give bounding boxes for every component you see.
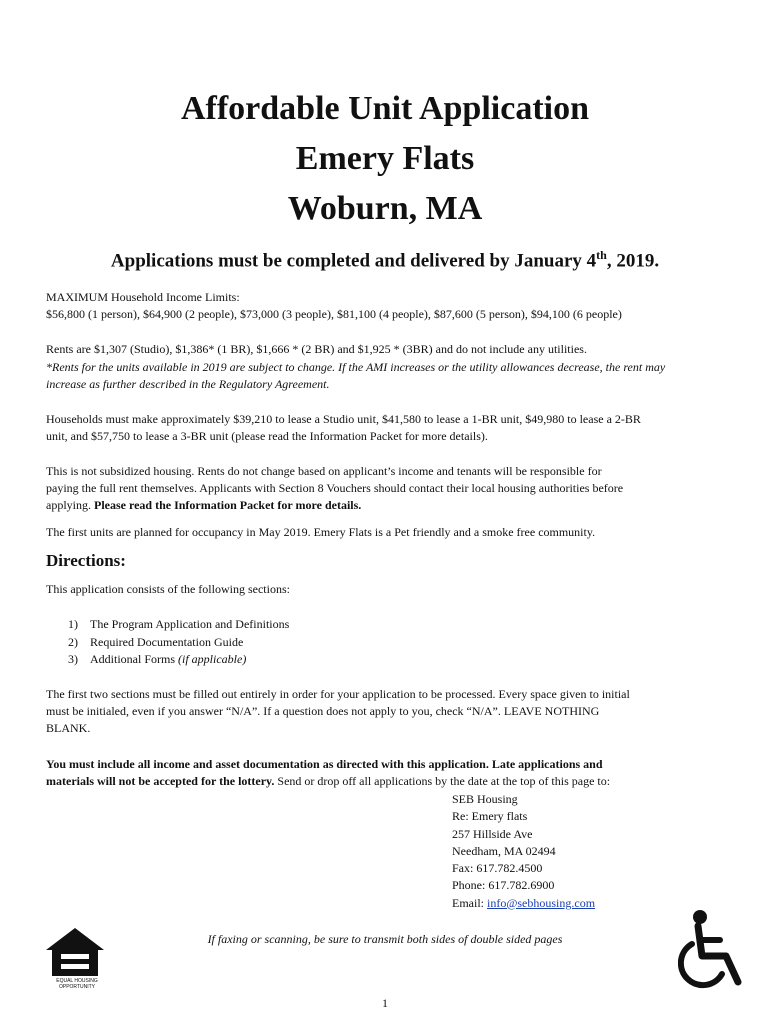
wheelchair-icon (678, 908, 752, 992)
household-income-line-2: unit, and $57,750 to lease a 3-BR unit (please read the Information Packet for more details). (46, 429, 488, 443)
sections-list (68, 616, 289, 669)
address-phone: Phone: 617.782.6900 (452, 878, 555, 893)
title-line-3: Woburn, MA (287, 190, 483, 227)
instructions-line-3: BLANK. (46, 721, 91, 735)
list-item-number: 1) (68, 617, 78, 631)
list-item-text: Required Documentation Guide (90, 634, 244, 649)
list-item (68, 616, 289, 634)
deadline-year: , 2019. (606, 250, 660, 272)
email-label: Email: (452, 895, 487, 910)
title-line-2: Emery Flats (295, 140, 475, 177)
list-item-text: Additional Forms (90, 652, 179, 666)
title-line-1: Affordable Unit Application (180, 90, 590, 127)
scanning-note: If faxing or scanning, be sure to transmit both sides of double sided pages (207, 932, 563, 946)
subsidy-line-3 (46, 497, 726, 514)
directions-intro: This application consists of the following sections: (46, 582, 290, 596)
address-re: Re: Emery flats (452, 809, 528, 824)
list-item-text: The Program Application and Definitions (90, 617, 290, 631)
household-income-line-1: Households must make approximately $39,210 to lease a Studio unit, $41,580 to lease a 1-BR unit, $49,980 to lease a 2-BR (46, 412, 641, 426)
subsidy-line-1: This is not subsidized housing. Rents do not change based on applicant’s income and tenants will be responsible for (46, 464, 602, 478)
submission-instruction: Send or drop off all applications by the date at the top of this page to: (274, 774, 611, 788)
list-item (68, 634, 289, 652)
directions-heading: Directions: (46, 551, 126, 570)
list-item-note: (if applicable) (178, 652, 247, 666)
address-street: 257 Hillside Ave (452, 826, 533, 841)
address-fax: Fax: 617.782.4500 (452, 861, 543, 876)
address-city: Needham, MA 02494 (452, 843, 556, 858)
documentation-warning-line-2 (46, 773, 726, 790)
address-email (452, 895, 595, 912)
list-item-number: 2) (68, 634, 78, 649)
rents-note-line-2: increase as further described in the Regulatory Agreement. (46, 377, 330, 391)
list-item-number: 3) (68, 652, 78, 666)
deadline-notice (0, 249, 770, 270)
rents-line: Rents are $1,307 (Studio), $1,386* (1 BR), $1,666 * (2 BR) and $1,925 * (3BR) and do not include any utilities. (46, 342, 587, 356)
eho-caption-line-1: EQUAL HOUSING (56, 978, 98, 984)
address-name: SEB Housing (452, 792, 518, 806)
instructions-line-2: must be initialed, even if you answer “N/A”. If a question does not apply to you, check “N/A”. LEAVE NOTHING (46, 704, 600, 718)
instructions-line-1: The first two sections must be filled out entirely in order for your application to be processed. Every space given to initial (46, 687, 630, 701)
deadline-superscript: th (596, 248, 607, 262)
page-number: 1 (382, 996, 388, 1010)
eho-caption-line-2: OPPORTUNITY (58, 984, 96, 990)
mailing-address (452, 791, 595, 912)
occupancy-line: The first units are planned for occupancy in May 2019. Emery Flats is a Pet friendly and a smoke free community. (46, 525, 596, 539)
email-link[interactable]: info@sebhousing.com (487, 895, 596, 910)
documentation-warning-line-1: You must include all income and asset documentation as directed with this application. Late applications and (46, 757, 603, 771)
subsidy-applying: applying. (46, 498, 94, 512)
income-limits-label: MAXIMUM Household Income Limits: (46, 290, 240, 304)
subsidy-line-2: paying the full rent themselves. Applicants with Section 8 Vouchers should contact their local housing authorities before (46, 481, 624, 495)
info-packet-notice: Please read the Information Packet for more details. (94, 498, 362, 512)
rents-note-line-1: *Rents for the units available in 2019 are subject to change. If the AMI increases or the utility allowances decrease, the rent may (46, 360, 666, 374)
list-item (68, 651, 289, 669)
deadline-text: Applications must be completed and delivered by January 4 (110, 250, 597, 272)
income-limits-values: $56,800 (1 person), $64,900 (2 people), $73,000 (3 people), $81,100 (4 people), $87,600 (5 person), $94,100 (6 people) (46, 307, 622, 321)
eho-caption (48, 978, 106, 990)
late-applications-warning: materials will not be accepted for the lottery. (46, 774, 275, 788)
